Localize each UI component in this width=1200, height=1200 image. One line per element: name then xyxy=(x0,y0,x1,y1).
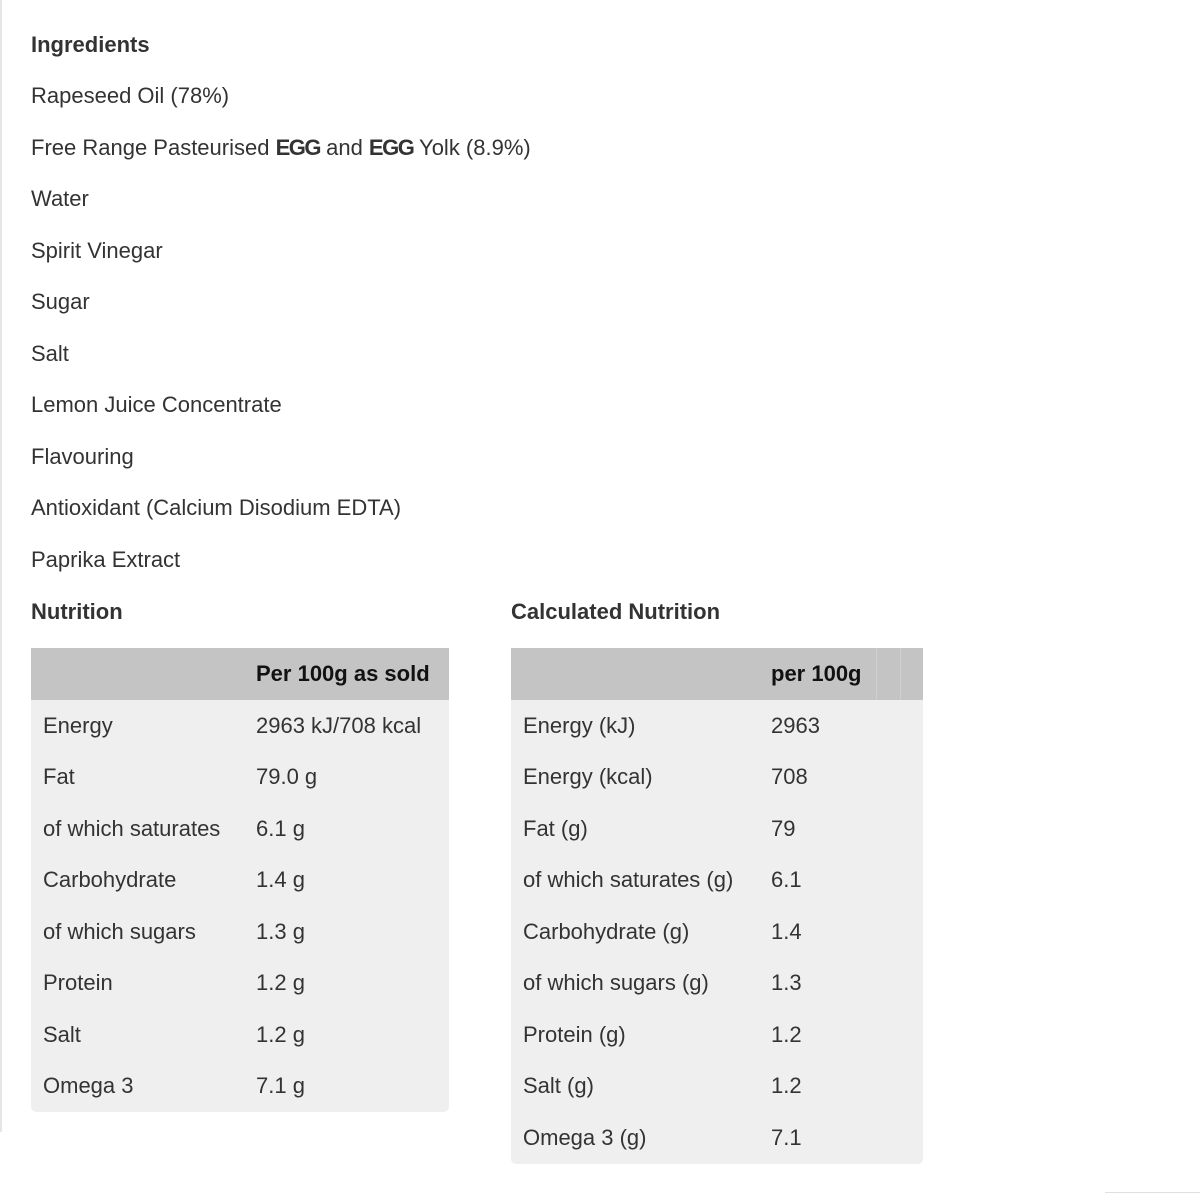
table-row xyxy=(31,855,449,907)
blank-cell xyxy=(876,700,900,752)
nutrient-label: Energy (kJ) xyxy=(523,712,636,738)
nutrient-value: 2963 xyxy=(771,712,820,738)
table-row xyxy=(31,906,449,958)
table-row xyxy=(31,752,449,804)
table-row xyxy=(511,855,923,907)
blank-cell xyxy=(876,1009,900,1061)
nutrient-value: 1.4 xyxy=(771,918,802,944)
blank-cell xyxy=(876,752,900,804)
table-row xyxy=(31,803,449,855)
table-row xyxy=(511,700,923,752)
nutrient-label: Protein (g) xyxy=(523,1021,626,1047)
nutrient-value: 79.0 g xyxy=(256,764,318,790)
nutrient-label: Energy (kcal) xyxy=(523,764,653,790)
nutrient-label: of which sugars (g) xyxy=(523,970,709,996)
allergen-egg: EGG xyxy=(275,135,320,160)
ingredient-item: Rapeseed Oil (78%) xyxy=(31,83,230,108)
blank-cell xyxy=(900,855,923,907)
nutrient-value: 1.3 g xyxy=(256,918,305,944)
table-row xyxy=(511,958,923,1010)
nutrient-value: 6.1 xyxy=(771,867,802,893)
allergen-egg: EGG xyxy=(368,135,414,160)
header-blank-cell xyxy=(900,648,923,700)
nutrient-label: Fat xyxy=(43,764,75,790)
nutrient-value: 6.1 g xyxy=(256,815,305,841)
ingredient-item: Lemon Juice Concentrate xyxy=(31,392,282,417)
column-header: Per 100g as sold xyxy=(244,648,449,700)
table-header-row xyxy=(31,648,449,700)
nutrient-value: 2963 kJ/708 kcal xyxy=(256,712,422,738)
blank-cell xyxy=(900,1061,923,1113)
nutrient-value: 1.2 g xyxy=(256,970,305,996)
header-blank-cell xyxy=(876,648,900,700)
blank-cell xyxy=(900,752,923,804)
table-header-row xyxy=(511,648,923,700)
blank-cell xyxy=(900,803,923,855)
nutrient-label: Salt (g) xyxy=(523,1073,594,1099)
nutrition-table xyxy=(31,648,449,1112)
table-row xyxy=(31,1009,449,1061)
nutrient-label: of which saturates xyxy=(43,815,221,841)
blank-cell xyxy=(900,700,923,752)
nutrient-label: Protein xyxy=(43,970,113,996)
nutrient-label: Omega 3 (g) xyxy=(523,1124,647,1150)
nutrient-value: 7.1 xyxy=(771,1124,802,1150)
ingredient-item: Antioxidant (Calcium Disodium EDTA) xyxy=(31,495,402,520)
nutrient-value: 1.2 g xyxy=(256,1021,305,1047)
ingredient-item: Flavouring xyxy=(31,444,134,469)
blank-cell xyxy=(900,906,923,958)
table-row xyxy=(31,700,449,752)
nutrient-value: 1.2 xyxy=(771,1021,802,1047)
column-header: per 100g xyxy=(759,648,876,700)
nutrient-value: 1.3 xyxy=(771,970,802,996)
table-row xyxy=(511,906,923,958)
nutrient-label: Energy xyxy=(43,712,113,738)
blank-cell xyxy=(900,958,923,1010)
calculated-nutrition-table xyxy=(511,648,923,1164)
blank-cell xyxy=(876,1061,900,1113)
blank-cell xyxy=(876,906,900,958)
table-row xyxy=(511,803,923,855)
nutrient-label: Fat (g) xyxy=(523,815,588,841)
nutrient-value: 7.1 g xyxy=(256,1073,305,1099)
table-row xyxy=(511,1009,923,1061)
nutrient-value: 1.4 g xyxy=(256,867,305,893)
bottom-divider xyxy=(1105,1192,1200,1193)
calculated-nutrition-heading: Calculated Nutrition xyxy=(511,599,721,624)
nutrient-label: of which sugars xyxy=(43,918,196,944)
nutrient-label: Carbohydrate (g) xyxy=(523,918,690,944)
header-blank-cell xyxy=(511,648,759,700)
ingredient-text: and xyxy=(319,135,369,160)
nutrient-value: 708 xyxy=(771,764,808,790)
blank-cell xyxy=(876,855,900,907)
header-blank-cell xyxy=(31,648,244,700)
ingredient-item: Spirit Vinegar xyxy=(31,238,163,263)
ingredient-text: Yolk (8.9%) xyxy=(413,135,531,160)
ingredient-item: Paprika Extract xyxy=(31,547,181,572)
table-row xyxy=(511,1061,923,1113)
table-row xyxy=(31,958,449,1010)
ingredient-item: Water xyxy=(31,186,89,211)
left-border xyxy=(0,0,2,1132)
ingredient-item: Salt xyxy=(31,341,69,366)
blank-cell xyxy=(900,1112,923,1164)
table-row xyxy=(511,1112,923,1164)
blank-cell xyxy=(876,803,900,855)
blank-cell xyxy=(900,1009,923,1061)
nutrient-label: of which saturates (g) xyxy=(523,867,734,893)
ingredient-item xyxy=(31,135,531,161)
nutrient-label: Carbohydrate xyxy=(43,867,177,893)
table-row xyxy=(31,1061,449,1113)
nutrient-value: 1.2 xyxy=(771,1073,802,1099)
nutrient-label: Salt xyxy=(43,1021,81,1047)
blank-cell xyxy=(876,1112,900,1164)
nutrient-label: Omega 3 xyxy=(43,1073,134,1099)
table-row xyxy=(511,752,923,804)
ingredient-text: Free Range Pasteurised xyxy=(31,135,276,160)
ingredient-item: Sugar xyxy=(31,289,90,314)
ingredients-heading: Ingredients xyxy=(31,32,150,57)
blank-cell xyxy=(876,958,900,1010)
nutrition-heading: Nutrition xyxy=(31,599,123,624)
nutrient-value: 79 xyxy=(771,815,796,841)
